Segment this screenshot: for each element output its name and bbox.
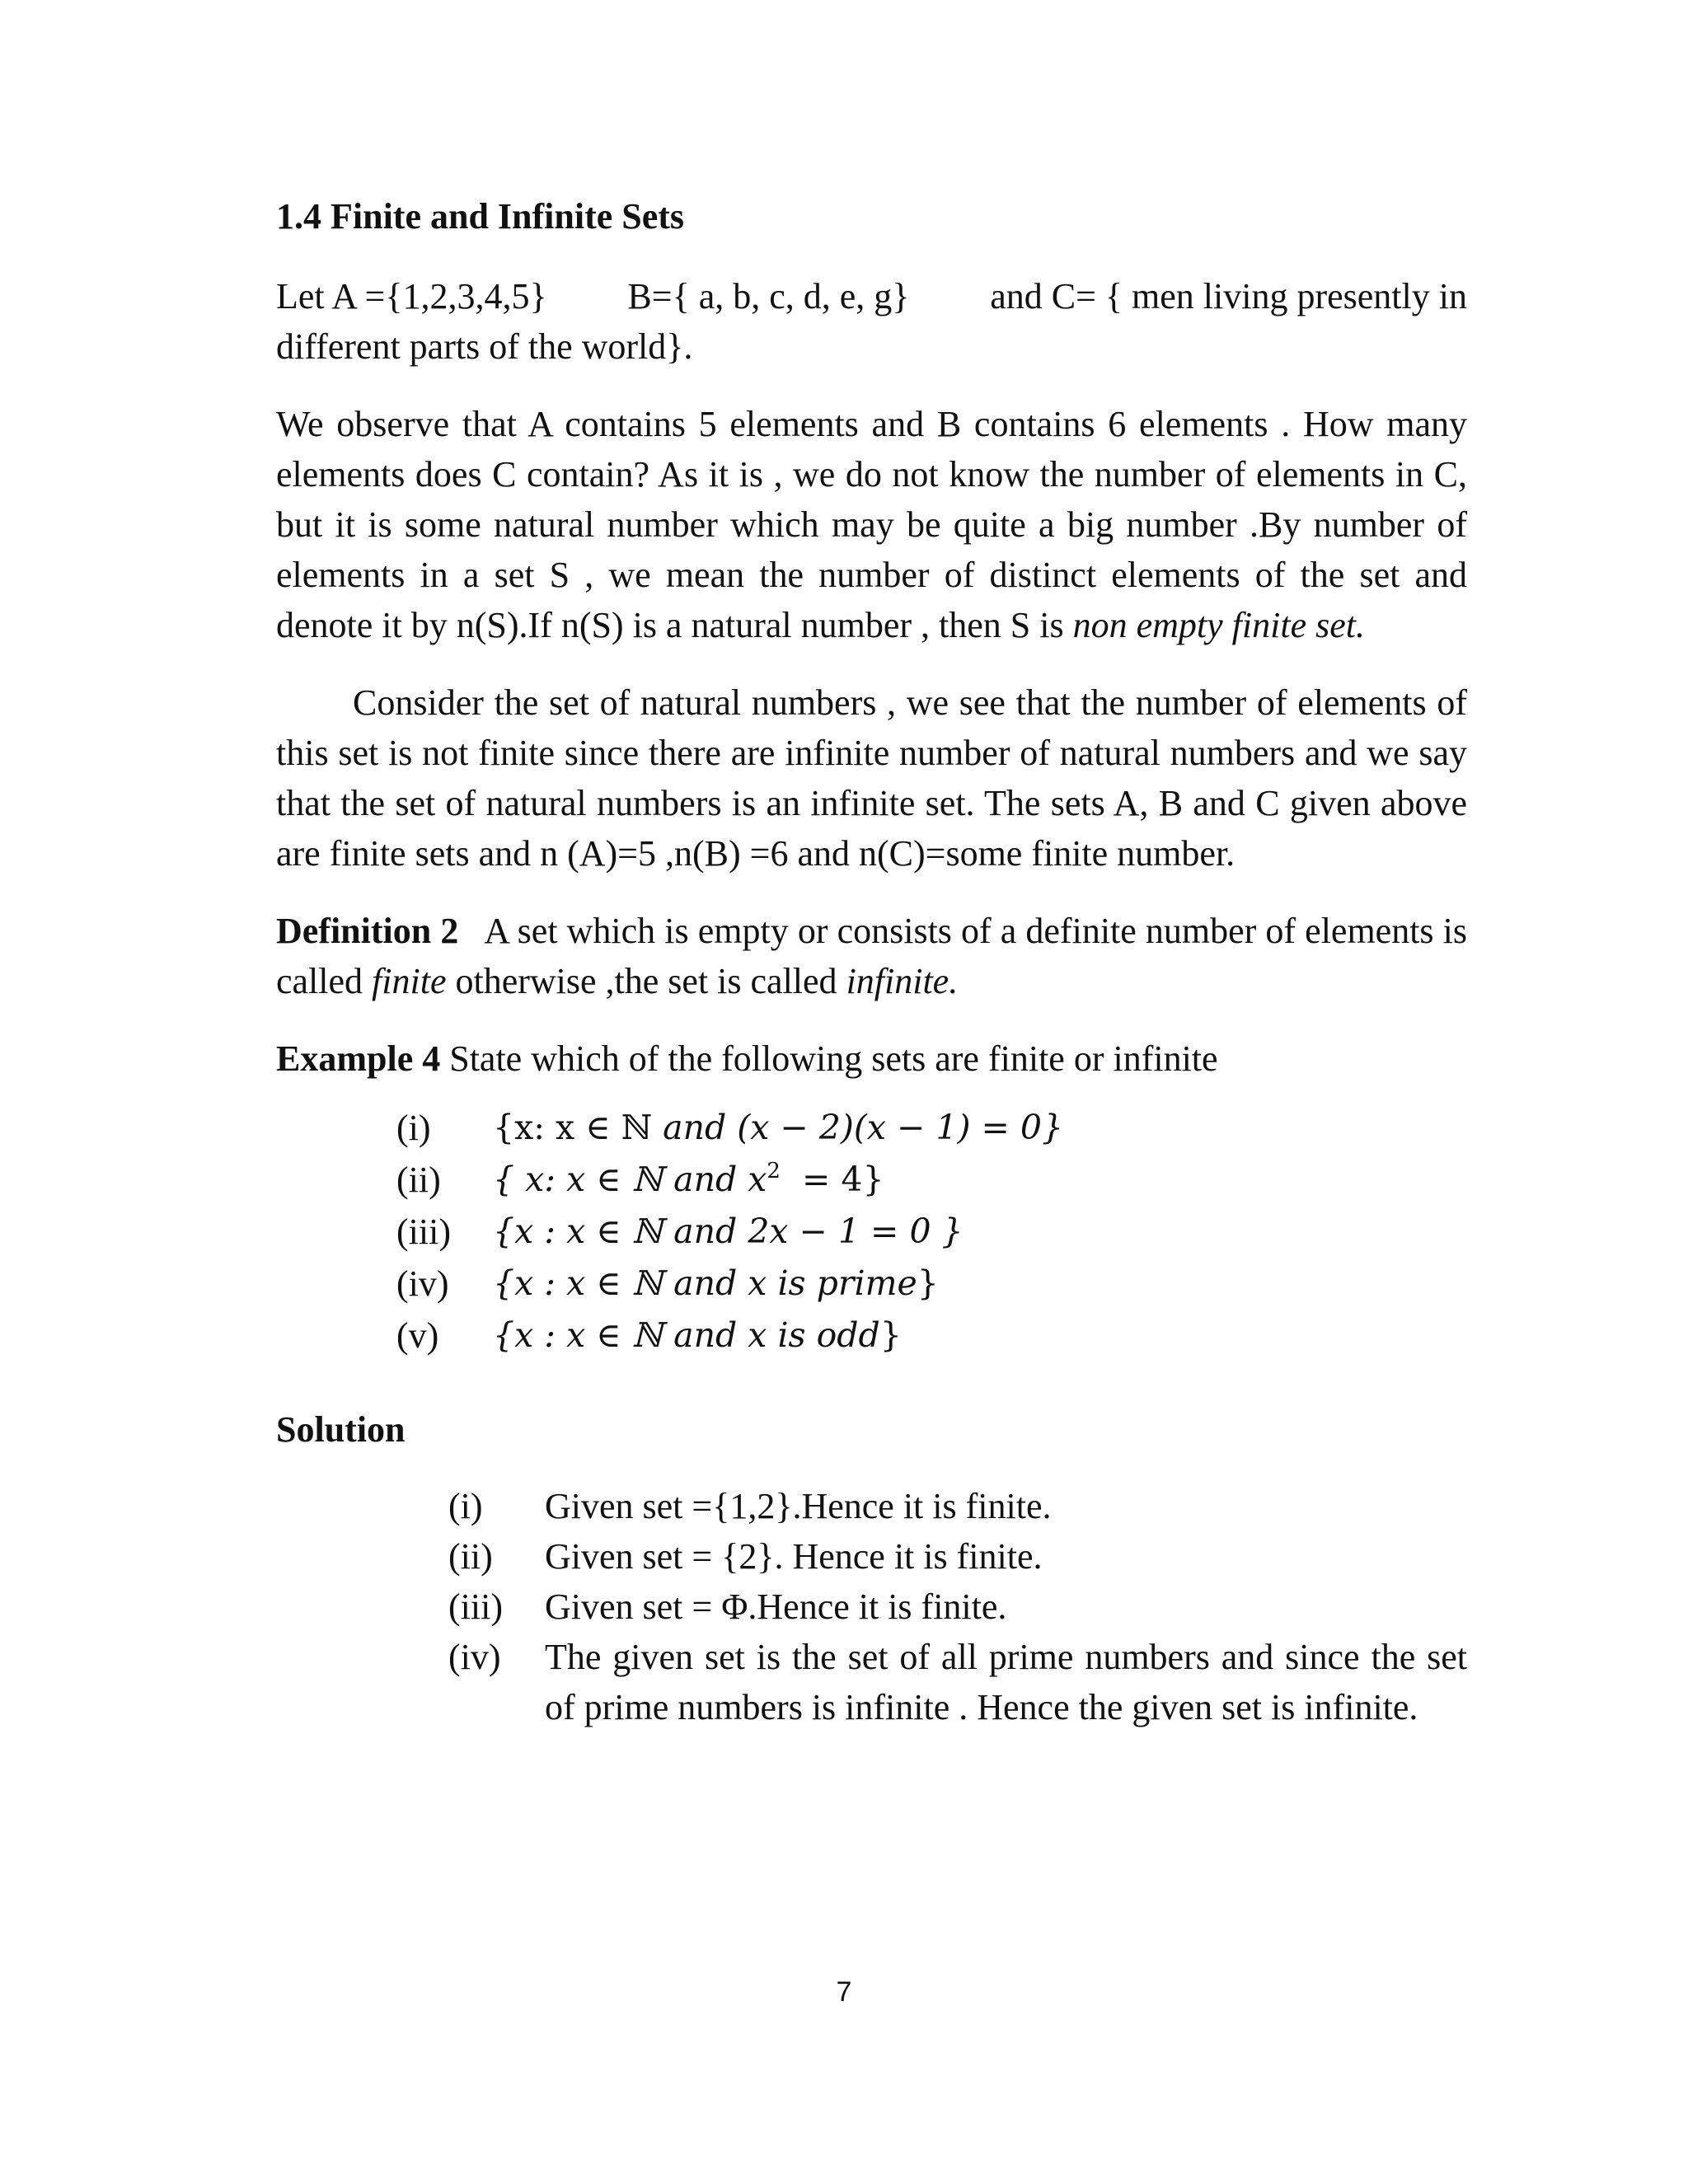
example-list xyxy=(396,1102,1467,1361)
list-number: (iv) xyxy=(396,1263,449,1304)
solution-text: The given set is the set of all prime numbers and since the set of prime numbers is infinite . Hence the given set is infinite. xyxy=(545,1637,1467,1727)
list-item xyxy=(396,1206,1467,1258)
math-italic: and xyxy=(673,1212,738,1251)
paragraph-number-of-elements xyxy=(276,399,1467,650)
paragraph-sets-definition xyxy=(276,271,1467,372)
paragraph-text: We observe that A contains 5 elements and B contains 6 elements . How many elements does C contain? As it is , we do not know the number of elements in C, but it is some natural number which may be quite a big number .By number of elements in a set S , we mean the number of distinct elements of the set and denote it by n(S).If n(S) is a natural number , then S is xyxy=(276,404,1467,645)
math-pre: {x : x ∈ ℕ xyxy=(493,1263,663,1303)
definition-text: A set which is empty or consists of a definite number of elements is called xyxy=(276,911,1467,1001)
solution-text: Given set ={1,2}.Hence it is finite. xyxy=(545,1486,1052,1526)
math-post: (x − 2)(x − 1) = 0} xyxy=(737,1108,1064,1147)
example-label: Example 4 xyxy=(276,1038,441,1079)
list-item xyxy=(448,1481,1467,1531)
section-title: 1.4 Finite and Infinite Sets xyxy=(276,196,685,237)
definition-term-finite: finite xyxy=(372,961,447,1001)
set-expression xyxy=(493,1258,939,1310)
solution-text: Given set = Φ.Hence it is finite. xyxy=(545,1586,1007,1627)
definition-term-infinite: infinite. xyxy=(846,961,959,1001)
math-italic: and x xyxy=(673,1160,767,1199)
definition-text: otherwise ,the set is called xyxy=(455,961,837,1001)
list-item xyxy=(448,1582,1467,1632)
solution-text: Given set = {2}. Hence it is finite. xyxy=(545,1536,1043,1577)
list-number: (i) xyxy=(448,1486,483,1526)
emphasis-term: non empty finite set. xyxy=(1072,605,1365,645)
page-number: 7 xyxy=(836,1976,852,2008)
list-number: (iii) xyxy=(448,1586,503,1627)
math-post: } xyxy=(917,1263,939,1303)
set-c-text: and C= { men living presently in xyxy=(990,276,1467,316)
math-italic: and x is odd xyxy=(673,1315,880,1355)
list-item xyxy=(396,1310,1467,1361)
list-number: (ii) xyxy=(448,1536,493,1577)
paragraph-line xyxy=(276,271,1467,321)
solution-label: Solution xyxy=(276,1409,406,1450)
list-number: (iii) xyxy=(396,1212,451,1252)
list-number: (i) xyxy=(396,1108,431,1148)
math-post: = 4} xyxy=(802,1160,884,1199)
math-italic: and x is prime xyxy=(673,1263,917,1303)
list-item xyxy=(396,1102,1467,1154)
list-number: (v) xyxy=(396,1315,439,1356)
example-text: State which of the following sets are finite or infinite xyxy=(449,1038,1218,1079)
math-pre: {x : x ∈ ℕ xyxy=(493,1315,663,1355)
math-pre: {x : x ∈ ℕ xyxy=(493,1212,663,1251)
example-heading xyxy=(276,1033,1467,1084)
set-c-continuation: different parts of the world}. xyxy=(276,326,693,367)
math-post: } xyxy=(879,1315,902,1355)
math-pre: { x: x ∈ ℕ xyxy=(493,1160,663,1199)
list-item xyxy=(448,1531,1467,1582)
list-item xyxy=(396,1258,1467,1310)
math-pre: {x: x ∈ ℕ xyxy=(493,1108,653,1147)
definition-label: Definition 2 xyxy=(276,911,459,951)
list-item xyxy=(448,1632,1467,1732)
set-expression xyxy=(493,1102,1063,1154)
paragraph-natural-numbers: Consider the set of natural numbers , we see that the number of elements of this set is not finite since there are infinite number of natural numbers and we say that the set of natural numbers is an infinite set. The sets A, B and C given above are finite sets and n (A)=5 ,n(B) =6 and n(C)=some finite number. xyxy=(276,682,1467,874)
math-italic: and xyxy=(663,1108,727,1147)
list-number: (ii) xyxy=(396,1160,441,1200)
set-expression xyxy=(493,1154,884,1206)
solution-list xyxy=(448,1481,1467,1732)
set-expression xyxy=(493,1206,964,1258)
math-superscript: 2 xyxy=(767,1159,781,1183)
set-expression xyxy=(493,1310,902,1361)
definition-block xyxy=(276,906,1467,1006)
list-number: (iv) xyxy=(448,1637,501,1677)
math-post: 2x − 1 = 0 } xyxy=(748,1212,964,1251)
set-b-text: B={ a, b, c, d, e, g} xyxy=(627,276,910,316)
page-content xyxy=(276,191,1467,1732)
set-a-text: Let A ={1,2,3,4,5} xyxy=(276,276,547,316)
list-item xyxy=(396,1154,1467,1206)
